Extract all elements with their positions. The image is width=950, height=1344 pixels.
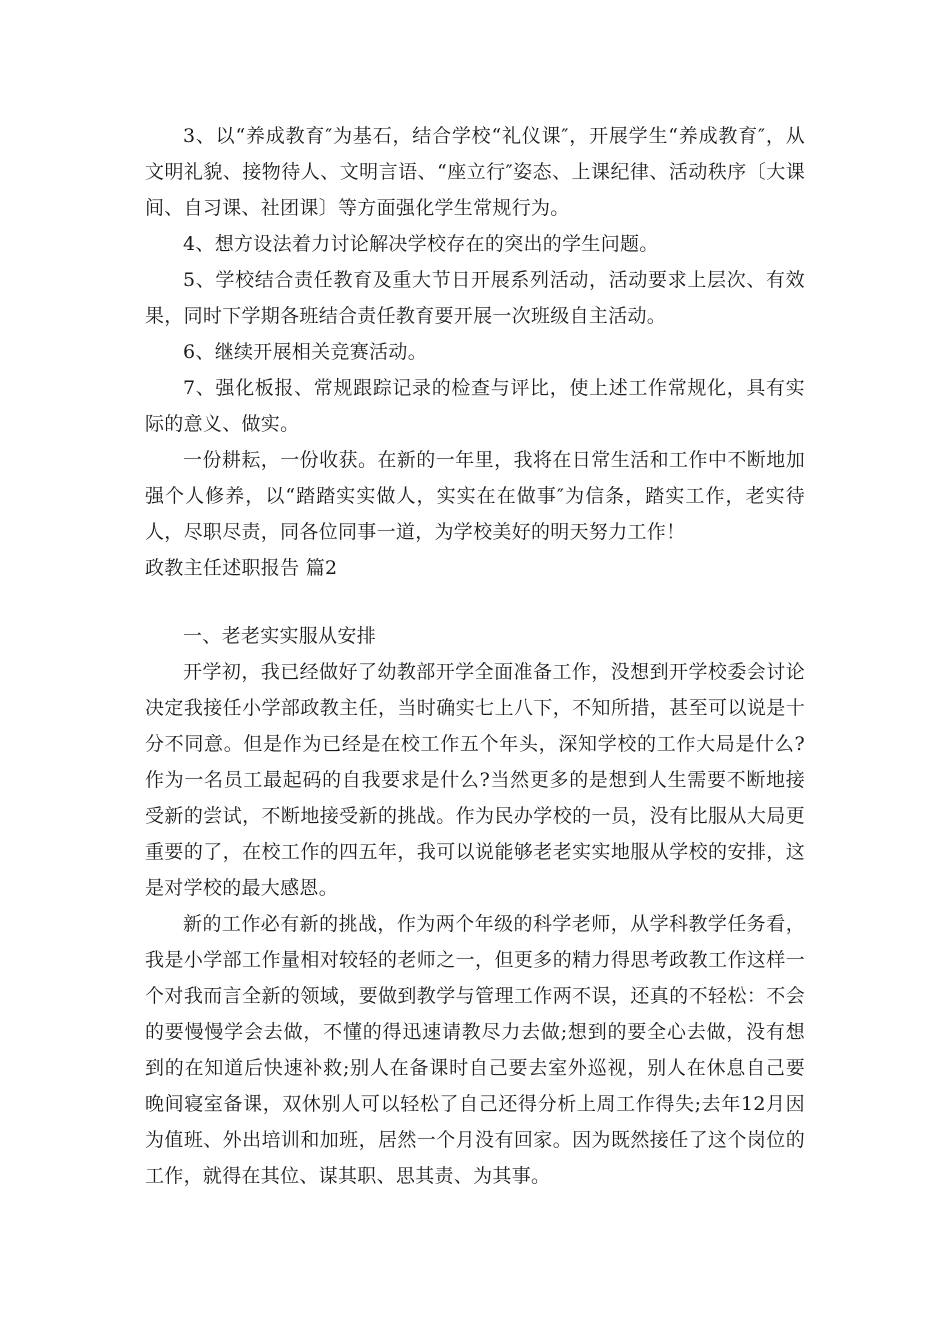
paragraph-body: 开学初，我已经做好了幼教部开学全面准备工作，没想到开学校委会讨论决定我接任小学部政教主任，当时确实七上八下，不知所措，甚至可以说是十分不同意。但是作为已经是在校工作五个年头，深知学校的工作大局是什么?作为一名员工最起码的自我要求是什么?当然更多的是想到人生需要不断地接受新的尝试，不断地接受新的挑战。作为民办学校的一员，没有比服从大局更重要的了，在校工作的四五年，我可以说能够老老实实地服从学校的安排，这是对学校的最大感恩。 [145,661,805,899]
paragraph-conclusion: 一份耕耘，一份收获。在新的一年里，我将在日常生活和工作中不断地加强个人修养，以“踏踏实实做人，实实在在做事″为信条，踏实工作，老实待人，尽职尽责，同各位同事一道，为学校美好的明天努力工作！ [145,449,805,543]
document-page [145,118,805,1194]
paragraph-item-5: 5、学校结合责任教育及重大节日开展系列活动，活动要求上层次、有效果，同时下学期各班结合责任教育要开展一次班级自主活动。 [145,269,805,327]
paragraph-item-6: 6、继续开展相关竞赛活动。 [183,341,427,363]
paragraph-body: 新的工作必有新的挑战，作为两个年级的科学老师，从学科教学任务看，我是小学部工作量相对较轻的老师之一，但更多的精力得思考政教工作这样一个对我而言全新的领域，要做到教学与管理工作两不误，还真的不轻松：不会的要慢慢学会去做，不懂的得迅速请教尽力去做;想到的要全心去做，没有想到的在知道后快速补救;别人在备课时自己要去室外巡视，别人在休息自己要晚间寝室备课，双休别人可以轻松了自己还得分析上周工作得失;去年12月因为值班、外出培训和加班，居然一个月没有回家。因为既然接任了这个岗位的工作，就得在其位、谋其职、思其责、为其事。 [145,913,805,1187]
subsection-heading: 一、老老实实服从安排 [183,625,377,647]
paragraph-item-7: 7、强化板报、常规跟踪记录的检查与评比，使上述工作常规化，具有实际的意义、做实。 [145,377,805,435]
paragraph-item-4: 4、想方设法着力讨论解决学校存在的突出的学生问题。 [183,233,659,255]
section-title: 政教主任述职报告 篇2 [145,557,338,579]
section-spacer [145,586,805,618]
paragraph-item-3: 3、以“养成教育″为基石，结合学校“礼仪课″，开展学生“养成教育″，从文明礼貌、接物待人、文明言语、“座立行″姿态、上课纪律、活动秩序〔大课间、自习课、社团课〕等方面强化学生常规行为。 [145,125,805,219]
